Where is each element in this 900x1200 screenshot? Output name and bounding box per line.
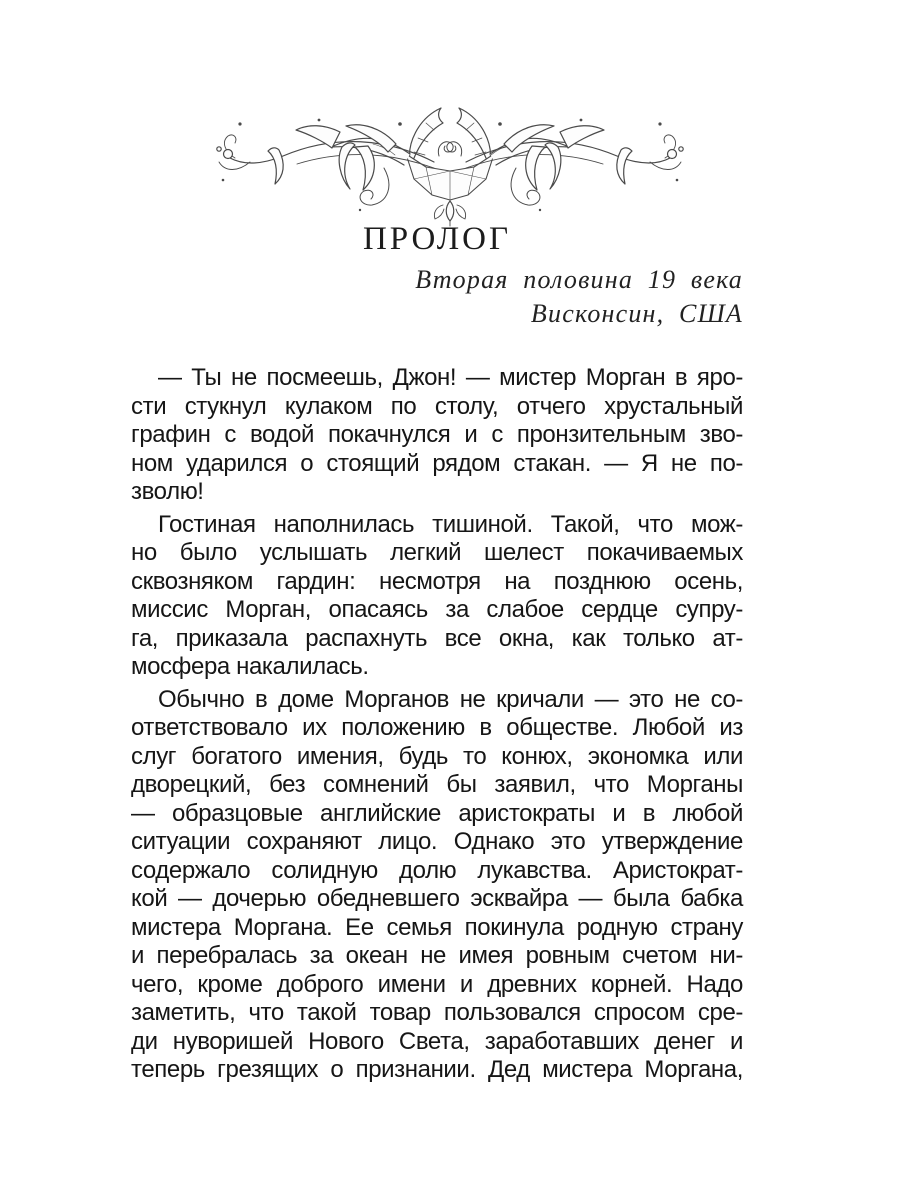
text-line: дворецкий, без сомнений бы заявил, что Морганы bbox=[131, 771, 743, 798]
body-text bbox=[131, 364, 743, 1085]
epigraph-line-period: Вторая половина 19 века bbox=[415, 265, 743, 294]
text-line: чего, кроме доброго имени и древних корней. Надо bbox=[131, 970, 743, 998]
text-line: слуг богатого имения, будь то конюх, экономка или bbox=[131, 742, 743, 770]
floral-flourish-ornament-icon bbox=[213, 102, 687, 228]
text-line: Гостиная наполнилась тишиной. Такой, что мож- bbox=[158, 510, 743, 538]
text-line: ди нуворишей Нового Света, заработавших денег и bbox=[131, 1027, 743, 1055]
epigraph-line-location: Висконсин, США bbox=[530, 299, 743, 328]
text-line: — Ты не посмеешь, Джон! — мистер Морган в яро- bbox=[158, 364, 743, 391]
epigraph bbox=[127, 263, 743, 331]
paragraph bbox=[131, 364, 743, 507]
text-line: но было услышать легкий шелест покачиваемых bbox=[131, 539, 743, 566]
text-line: сти стукнул кулаком по столу, отчего хрустальный bbox=[131, 392, 743, 420]
text-line: мосфера накалилась. bbox=[131, 653, 369, 680]
text-line: миссис Морган, опасаясь за слабое сердце супру- bbox=[131, 596, 743, 623]
text-line: ситуации сохраняют лицо. Однако это утверждение bbox=[131, 828, 743, 855]
text-line: ном ударился о стоящий рядом стакан. — Я не по- bbox=[131, 449, 743, 477]
text-line: кой — дочерью обедневшего эсквайра — была бабка bbox=[131, 885, 743, 912]
chapter-title: ПРОЛОГ bbox=[362, 221, 512, 257]
text-line: теперь грезящих о признании. Дед мистера Моргана, bbox=[131, 1056, 743, 1083]
text-line: ответствовало их положению в обществе. Любой из bbox=[131, 714, 743, 741]
text-line: заметить, что такой товар пользовался спросом сре- bbox=[131, 999, 743, 1026]
text-line: и перебралась за океан не имея ровным счетом ни- bbox=[131, 942, 743, 969]
text-line: графин с водой покачнулся и с пронзительным зво- bbox=[131, 421, 743, 448]
text-line: содержало солидную долю лукавства. Аристократ- bbox=[131, 856, 743, 884]
text-line: сквозняком гардин: несмотря на позднюю осень, bbox=[131, 567, 743, 595]
paragraph bbox=[131, 511, 743, 682]
text-line: мистера Моргана. Ее семья покинула родную страну bbox=[131, 913, 743, 941]
text-line: зволю! bbox=[131, 478, 204, 505]
text-line: Обычно в доме Морганов не кричали — это не со- bbox=[158, 685, 743, 713]
text-line: — образцовые английские аристократы и в любой bbox=[131, 799, 743, 827]
paragraph bbox=[131, 686, 743, 1085]
text-line: га, приказала распахнуть все окна, как только ат- bbox=[131, 624, 743, 652]
